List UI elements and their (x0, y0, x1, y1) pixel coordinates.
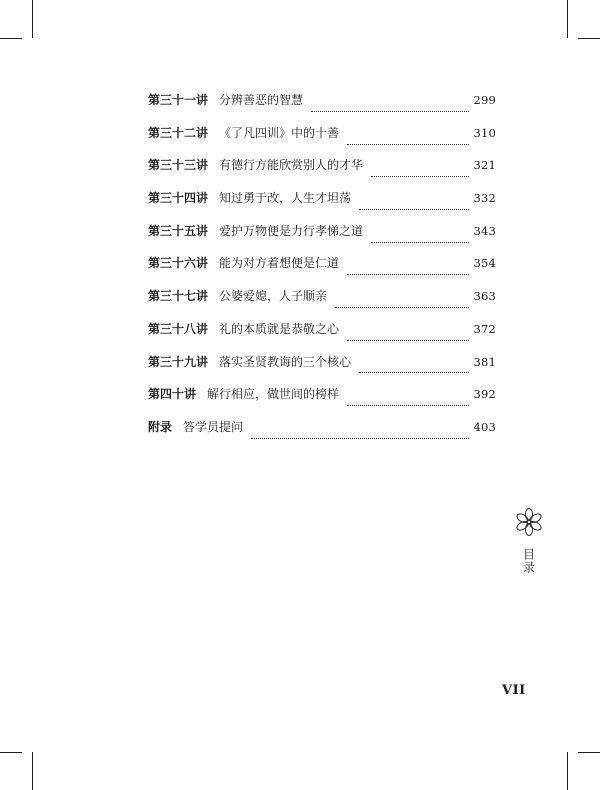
toc-leader-dots (359, 372, 469, 373)
toc-leader-dots (359, 209, 469, 210)
toc-page-number: 372 (473, 321, 496, 336)
flower-icon (513, 506, 545, 542)
toc-page-number: 381 (473, 354, 496, 369)
toc-chapter: 第三十一讲 (148, 93, 209, 107)
toc-title: 公婆爱媳，人子顺亲 (219, 289, 328, 304)
toc-page-number: 321 (473, 158, 496, 173)
toc-leader-dots (251, 438, 469, 439)
toc-page-number: 310 (473, 125, 496, 140)
toc-page-number: 392 (473, 387, 496, 402)
toc-leader-dots (347, 340, 469, 341)
crop-mark-bottom-right-h (578, 752, 600, 753)
toc-title: 有德行方能欣赏别人的才华 (219, 158, 364, 173)
toc-leader-dots (371, 176, 469, 177)
toc-chapter: 第三十六讲 (148, 256, 209, 271)
toc-title: 答学员提问 (183, 419, 244, 434)
toc-entry[interactable] (148, 321, 496, 354)
toc-entry[interactable] (148, 125, 496, 158)
toc-chapter: 第三十二讲 (148, 125, 209, 140)
crop-mark-bottom-right-v (567, 752, 568, 790)
toc-chapter: 附录 (148, 419, 173, 434)
toc-title: 《了凡四训》中的十善 (219, 125, 340, 140)
toc-page-number: 343 (473, 223, 496, 238)
toc-leader-dots (347, 144, 469, 145)
toc-title: 能为对方着想便是仁道 (219, 256, 340, 271)
toc-title: 解行相应，做世间的榜样 (207, 387, 340, 402)
toc-page-number: 299 (473, 93, 496, 107)
toc-entry[interactable] (148, 419, 496, 452)
page-number: VII (502, 683, 526, 698)
toc-title: 知过勇于改，人生才坦荡 (219, 191, 352, 206)
toc-chapter: 第三十八讲 (148, 321, 209, 336)
crop-mark-top-left-v (32, 0, 33, 38)
toc-title: 礼的本质就是恭敬之心 (219, 321, 340, 336)
toc-entry[interactable] (148, 255, 496, 288)
toc-page-number: 363 (473, 289, 496, 304)
toc-entry[interactable] (148, 92, 496, 125)
crop-mark-bottom-left-h (0, 752, 22, 753)
toc-chapter: 第四十讲 (148, 387, 197, 402)
crop-mark-top-right-h (578, 38, 600, 39)
toc-title: 爱护万物便是力行孝悌之道 (219, 223, 364, 238)
toc-chapter: 第三十四讲 (148, 191, 209, 206)
toc-entry[interactable] (148, 386, 496, 419)
toc-entry[interactable] (148, 157, 496, 190)
toc-page-number: 354 (473, 256, 496, 271)
section-label: 目录 (521, 548, 536, 574)
toc-title: 落实圣贤教诲的三个核心 (219, 354, 352, 369)
toc-entry[interactable] (148, 190, 496, 223)
section-marker (509, 506, 549, 574)
toc-title: 分辨善恶的智慧 (219, 93, 304, 107)
toc-chapter: 第三十七讲 (148, 289, 209, 304)
table-of-contents (148, 92, 496, 452)
toc-entry[interactable] (148, 288, 496, 321)
toc-chapter: 第三十五讲 (148, 223, 209, 238)
toc-leader-dots (347, 274, 469, 275)
toc-leader-dots (335, 307, 469, 308)
toc-page-number: 403 (473, 419, 496, 434)
crop-mark-bottom-left-v (32, 752, 33, 790)
toc-leader-dots (311, 111, 469, 112)
toc-leader-dots (371, 242, 469, 243)
toc-entry[interactable] (148, 354, 496, 387)
toc-leader-dots (347, 405, 469, 406)
toc-chapter: 第三十九讲 (148, 354, 209, 369)
toc-chapter: 第三十三讲 (148, 158, 209, 173)
toc-page-number: 332 (473, 191, 496, 206)
toc-entry[interactable] (148, 223, 496, 256)
crop-mark-top-left-h (0, 38, 22, 39)
crop-mark-top-right-v (567, 0, 568, 38)
